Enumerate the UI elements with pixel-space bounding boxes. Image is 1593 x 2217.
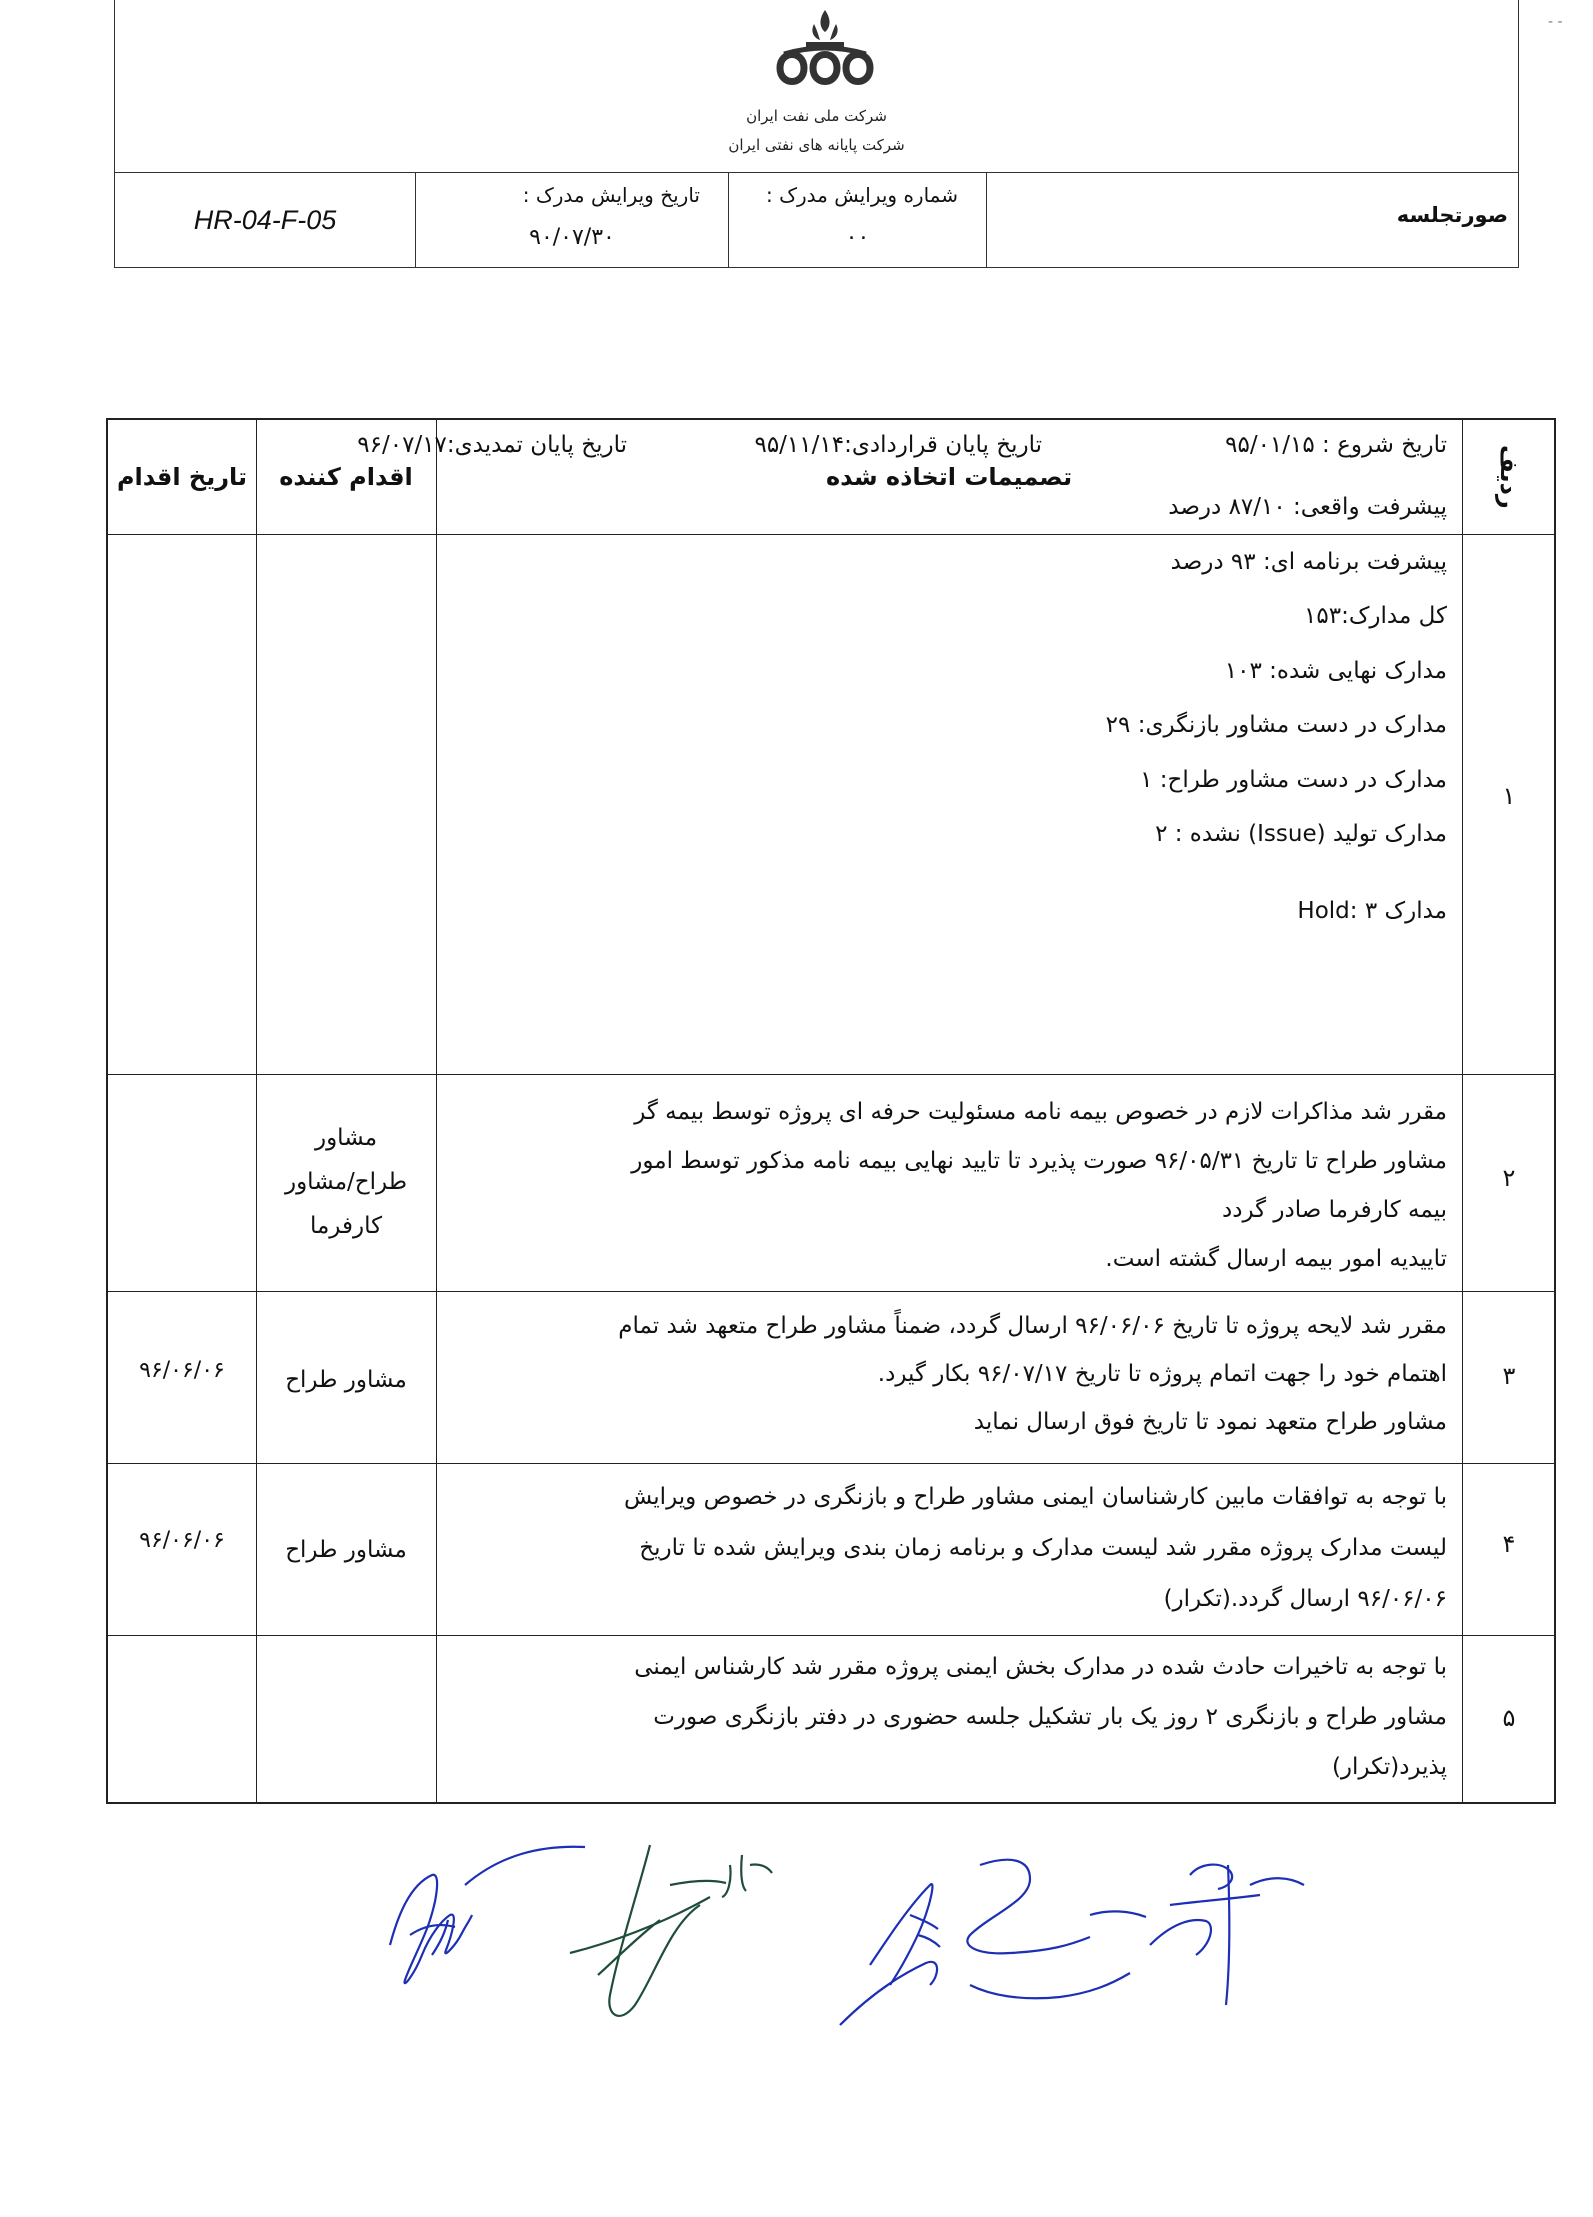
row-1-dates (117, 432, 1447, 472)
header-action-date: تاریخ اقدام (116, 463, 248, 491)
row-3-decision (443, 1302, 1447, 1446)
row-1-number: ۱ (1502, 782, 1516, 810)
decision-line: تاییدیه امور بیمه ارسال گشته است. (1105, 1246, 1447, 1272)
row-3-actor: مشاور طراح (285, 1367, 407, 1393)
decision-line: پذیرد(تکرار) (1331, 1754, 1447, 1780)
extended-end-date: تاریخ پایان تمدیدی:۹۶/۰۷/۱۷ (357, 432, 627, 458)
revision-number-label: شماره ویرایش مدرک : (765, 183, 958, 207)
decision-line: مدارک در دست مشاور طراح: ۱ (1140, 766, 1447, 793)
row-4-number: ۴ (1502, 1530, 1516, 1558)
decision-line: بیمه کارفرما صادر گردد (1222, 1197, 1447, 1223)
decision-line: مشاور طراح متعهد نمود تا تاریخ فوق ارسال نماید (973, 1409, 1447, 1435)
signature-2 (570, 1845, 772, 2016)
row-3-action-date: ۹۶/۰۶/۰۶ (139, 1358, 225, 1383)
row-5-number: ۵ (1502, 1704, 1516, 1732)
company-name-1: شرکت ملی نفت ایران (746, 107, 887, 125)
revision-date-label: تاریخ ویرایش مدرک : (522, 183, 700, 207)
decision-line: با توجه به تاخیرات حادث شده در مدارک بخش ایمنی پروژه مقرر شد کارشناس ایمنی (634, 1654, 1447, 1680)
decision-line: مشاور طراح تا تاریخ ۹۶/۰۵/۳۱ صورت پذیرد تا تایید نهایی بیمه نامه مذکور توسط امور (631, 1148, 1447, 1174)
decision-line: مدارک Hold: ۳ (1297, 897, 1447, 924)
row-4-actor: مشاور طراح (285, 1537, 407, 1563)
form-title: صورتجلسه (1396, 203, 1508, 227)
decision-line: مدارک تولید (Issue) نشده : ۲ (1155, 821, 1447, 847)
signature-3 (840, 1860, 1146, 2025)
revision-date-cell (415, 173, 728, 267)
document-header (114, 0, 1519, 268)
signatures (370, 1825, 1350, 2065)
revision-number-value: ۰۰ (845, 225, 870, 250)
company-name-2: شرکت پایانه های نفتی ایران (728, 136, 905, 154)
form-title-cell (986, 173, 1520, 267)
doc-code-cell (115, 173, 415, 267)
row-2-decision (443, 1088, 1447, 1284)
decision-line: کل مدارک:۱۵۳ (1304, 603, 1447, 629)
decision-line: مدارک نهایی شده: ۱۰۳ (1224, 657, 1447, 684)
row-2-number: ۲ (1502, 1164, 1516, 1192)
decision-line: ۹۶/۰۶/۰۶ ارسال گردد.(تکرار) (1163, 1586, 1447, 1612)
row-1-decision (443, 480, 1447, 938)
decision-line: پیشرفت واقعی: ۸۷/۱۰ درصد (1168, 494, 1447, 520)
decision-line: پیشرفت برنامه ای: ۹۳ درصد (1170, 548, 1447, 575)
signature-1 (390, 1847, 585, 1983)
decision-line: مقرر شد مذاکرات لازم در خصوص بیمه نامه مسئولیت حرفه ای پروژه توسط بیمه گر (634, 1099, 1447, 1125)
row-3-number: ۳ (1502, 1362, 1516, 1390)
revision-number-cell (728, 173, 986, 267)
nioc-logo-icon (760, 6, 890, 106)
decision-line: مقرر شد لایحه پروژه تا تاریخ ۹۶/۰۶/۰۶ ارسال گردد، ضمناً مشاور طراح متعهد شد تمام (618, 1313, 1447, 1339)
actor-line: طراح/مشاور (284, 1169, 408, 1195)
decision-line: مدارک در دست مشاور بازنگری: ۲۹ (1105, 712, 1447, 738)
row-2-actor (256, 1116, 436, 1248)
minutes-table (106, 418, 1556, 1804)
header-row-number: ردیف (1495, 445, 1523, 509)
actor-line: مشاور (314, 1125, 378, 1151)
signature-4 (1150, 1865, 1304, 2005)
revision-date-value: ۹۰/۰۷/۳۰ (529, 225, 615, 250)
document-code: HR-04-F-05 (193, 205, 337, 235)
decision-line: لیست مدارک پروژه مقرر شد لیست مدارک و برنامه زمان بندی ویرایش شده تا تاریخ (639, 1535, 1447, 1561)
decision-line: اهتمام خود را جهت اتمام پروژه تا تاریخ ۹۶/۰۷/۱۷ بکار گیرد. (877, 1361, 1447, 1387)
decision-line: با توجه به توافقات مابین کارشناسان ایمنی مشاور طراح و بازنگری در خصوص ویرایش (623, 1484, 1447, 1510)
corner-mark: - - (1548, 14, 1563, 30)
logo-area (115, 0, 1518, 173)
decision-line: مشاور طراح و بازنگری ۲ روز یک بار تشکیل جلسه حضوری در دفتر بازنگری صورت (653, 1704, 1447, 1730)
row-5-decision (443, 1642, 1447, 1792)
contract-end-date: تاریخ پایان قراردادی:۹۵/۱۱/۱۴ (754, 432, 1042, 458)
row-4-action-date: ۹۶/۰۶/۰۶ (139, 1528, 225, 1553)
start-date: تاریخ شروع : ۹۵/۰۱/۱۵ (1225, 432, 1447, 458)
header-actor: اقدام کننده (279, 463, 413, 491)
actor-line: کارفرما (309, 1213, 383, 1239)
row-4-decision (443, 1472, 1447, 1625)
header-decisions: تصمیمات اتخاذه شده (825, 463, 1073, 491)
